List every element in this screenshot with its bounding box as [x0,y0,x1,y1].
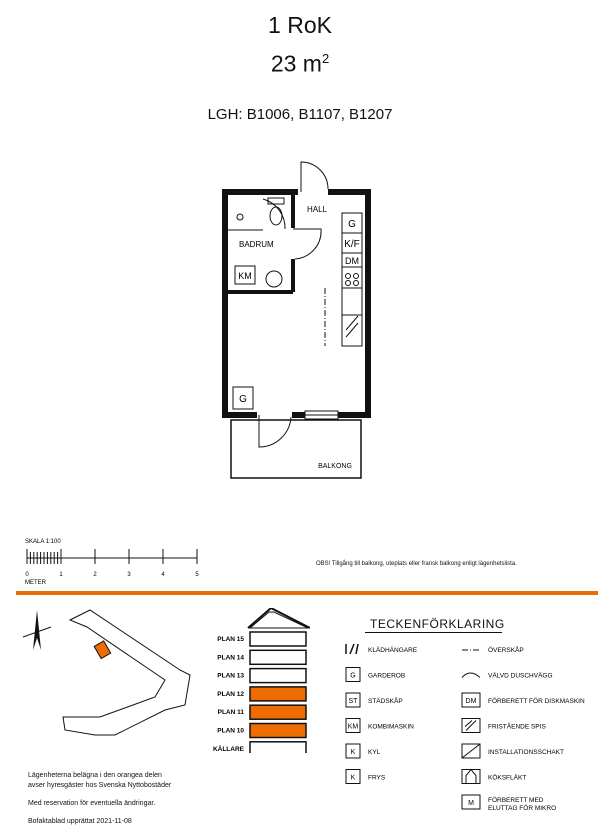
floor-label: PLAN 14 [217,654,244,662]
legend-label: KLÄDHÄNGARE [368,647,418,654]
note-line-4: Bofaktablad upprättat 2021-11-08 [28,818,132,825]
floor-label: PLAN 11 [217,709,244,717]
floor-label: PLAN 12 [217,690,244,698]
legend-symbol: DM [465,698,477,705]
legend-label: ÖVERSKÅP [488,647,524,654]
note-line-1: Lägenheterna belägna i den orangea delen [28,772,162,779]
legend-symbol: G [350,672,356,680]
scale-tick-label: 2 [93,572,97,578]
legend-title: TECKENFÖRKLARING [370,617,505,631]
floor-box-highlighted [250,705,306,719]
legend-label: GARDEROB [368,672,406,680]
legend-label: FÖRBERETT MED [488,797,544,804]
balcony-door-gap [257,410,292,420]
note-line-2: avser hyresgäster hos Svenska Nyttobostäder [28,782,172,789]
stove-plate-icon [346,281,351,286]
shower-drain-icon [237,214,243,220]
legend-label: KÖKSFLÄKT [488,774,527,782]
area-value: 23 m [270,50,322,77]
legend-symbol: M [468,800,474,807]
balcony-label: BALKONG [318,463,352,470]
floor-label: PLAN 13 [217,672,244,680]
legend-symbols [340,640,608,812]
shaft-icon [346,316,358,337]
entry-door-gap [298,187,328,197]
legend-label: KOMBIMASKIN [368,723,414,731]
outer-walls [225,192,368,415]
legend-label: VÄLVD DUSCHVÄGG [488,672,553,680]
bathroom-label: BADRUM [239,240,274,249]
arc-icon [462,673,480,678]
scale-label: SKALA 1:100 [25,539,61,545]
dm-label: DM [345,256,359,266]
legend-symbol: K [350,774,356,782]
note-line-3: Med reservation för eventuella ändringar. [28,800,156,807]
unit-area [0,46,600,77]
area-sup: 2 [321,51,330,66]
floor-box-highlighted [250,687,306,701]
scale-unit: METER [25,580,46,586]
apartment-list: LGH: B1006, B1107, B1207 [207,106,393,123]
legend-symbol: ST [348,698,358,705]
km-label: KM [238,271,252,281]
unit-type-title: 1 RoK [268,12,332,38]
legend-symbol: K [350,749,356,756]
floor-box [250,742,306,753]
north-arrow-icon [33,610,41,650]
legend-label: FÖRBERETT FÖR DISKMASKIN [488,698,585,705]
stove-icon [462,719,480,733]
legend-label: FRYS [368,774,386,782]
shaft-icon [462,744,480,758]
floor-stack [208,608,310,753]
floor-box-highlighted [250,724,306,738]
scale-tick-label: 5 [195,572,199,578]
g-room-label: G [239,394,247,405]
stove-plate-icon [354,274,359,279]
floor-label: PLAN 15 [217,636,244,643]
scale-tick-label: 0 [25,572,29,578]
floor-box [250,669,306,683]
floor-plan [215,155,385,485]
legend-label: FRISTÅENDE SPIS [488,723,546,731]
floor-box [250,650,306,664]
site-map [15,605,200,755]
notes-block [28,771,171,827]
bathroom-door-swing [293,229,321,259]
legend-label: KYL [368,749,381,756]
legend-label: ELUTTAG FÖR MIKRO [488,805,557,812]
scale-tick-label: 3 [127,572,131,578]
sink-icon [266,271,282,287]
hall-label: HALL [306,205,328,214]
legend-symbol: KM [347,723,359,731]
floor-label: KÄLLARE [212,745,244,753]
stove-plate-icon [346,274,351,279]
highlighted-section [94,641,111,659]
scale-tick-label: 4 [161,572,165,578]
g-entry-label: G [348,219,356,230]
toilet-icon [270,207,282,225]
legend-underline [365,632,502,633]
scale-tick-label: 1 [59,572,63,578]
hood-icon [462,770,480,784]
orange-divider [16,591,598,595]
floor-box [250,632,306,646]
balcony-note: OBS! Tillgång till balkong, uteplats eller fransk balkong enligt lägenhetslista. [316,561,517,567]
floor-label: PLAN 10 [217,727,244,735]
legend-label: INSTALLATIONSSCHAKT [488,749,564,756]
scale-bar [22,535,212,587]
toilet-tank-icon [268,198,284,204]
kf-label: K/F [344,239,360,250]
building-outline [63,610,190,735]
stove-plate-icon [354,281,359,286]
hanger-icon [346,644,358,654]
legend-label: STÄDSKÅP [368,698,403,705]
